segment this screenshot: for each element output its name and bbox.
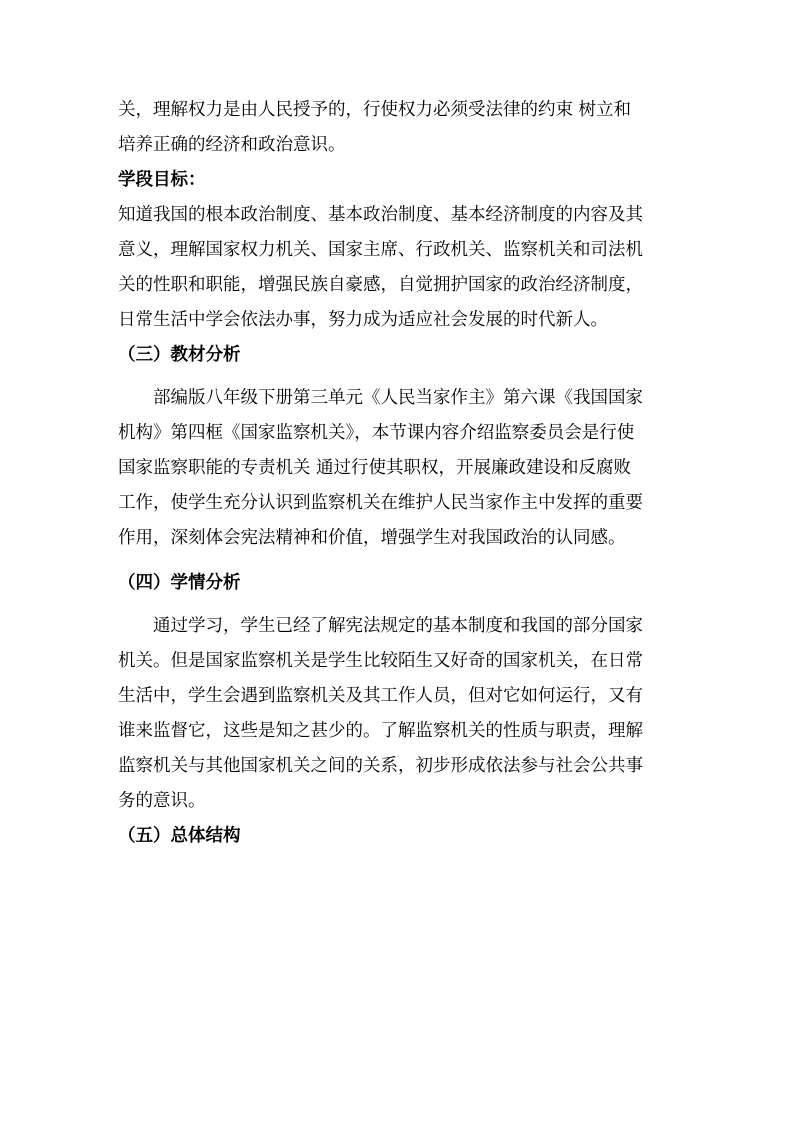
section4-line-5: 监察机关与其他国家机关之间的关系，初步形成依法参与社会公共事: [118, 756, 643, 776]
intro-line-1: 关，理解权力是由人民授予的，行使权力必须受法律的约束 树立和: [118, 100, 632, 120]
section3-line-4: 工作，使学生充分认识到监察机关在维护人民当家作主中发挥的重要: [118, 493, 643, 513]
section5-heading: （五）总体结构: [118, 826, 241, 846]
section4-line-2: 机关。但是国家监察机关是学生比较陌生又好奇的国家机关，在日常: [118, 651, 643, 671]
section3-line-5: 作用，深刻体会宪法精神和价值，增强学生对我国政治的认同感。: [118, 528, 626, 548]
section4-heading: （四）学情分析: [118, 573, 241, 593]
section3-line-1: 部编版八年级下册第三单元《人民当家作主》第六课《我国国家: [153, 388, 643, 408]
section4-line-3: 生活中，学生会遇到监察机关及其工作人员，但对它如何运行，又有: [118, 686, 643, 706]
stage-goal-heading: 学段目标：: [118, 170, 206, 190]
intro-line-2: 培养正确的经济和政治意识。: [118, 135, 346, 155]
section4-line-6: 务的意识。: [118, 791, 206, 811]
stage-goal-line-2: 意义，理解国家权力机关、国家主席、行政机关、监察机关和司法机: [118, 240, 643, 260]
stage-goal-line-3: 关的性职和职能，增强民族自豪感，自觉拥护国家的政治经济制度，: [118, 275, 643, 295]
document-page: [118, 93, 678, 854]
section4-line-1: 通过学习，学生已经了解宪法规定的基本制度和我国的部分国家: [153, 616, 643, 636]
section3-heading: （三）教材分析: [118, 345, 241, 365]
section3-line-3: 国家监察职能的专责机关 通过行使其职权，开展廉政建设和反腐败: [118, 458, 632, 478]
stage-goal-line-4: 日常生活中学会依法办事，努力成为适应社会发展的时代新人。: [118, 310, 608, 330]
section4-line-4: 谁来监督它，这些是知之甚少的。了解监察机关的性质与职责，理解: [118, 721, 643, 741]
stage-goal-line-1: 知道我国的根本政治制度、基本政治制度、基本经济制度的内容及其: [118, 205, 643, 225]
section3-line-2: 机构》第四框《国家监察机关》，本节课内容介绍监察委员会是行使: [118, 423, 635, 443]
